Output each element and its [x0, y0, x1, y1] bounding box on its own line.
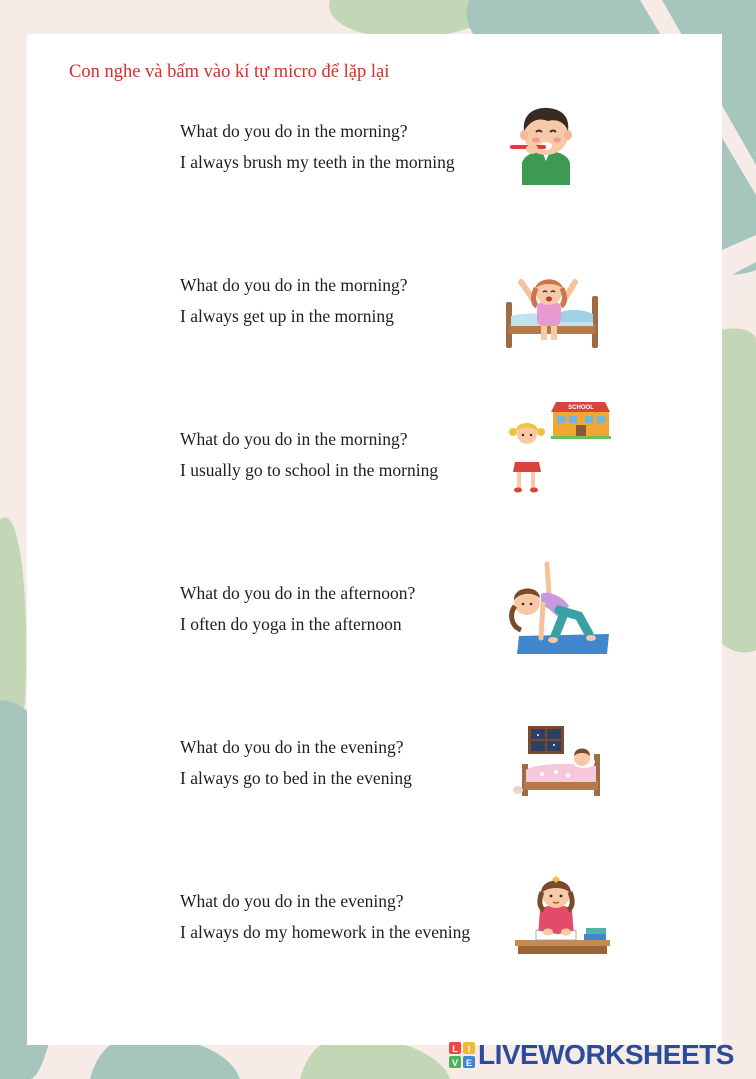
list-item — [0, 583, 756, 693]
school-building-icon — [551, 402, 611, 439]
answer-text: I always go to bed in the evening — [180, 768, 412, 788]
liveworksheets-logo — [449, 1040, 734, 1070]
question-text: What do you do in the evening? — [180, 737, 404, 757]
list-item — [0, 737, 756, 847]
svg-text:I: I — [467, 1044, 471, 1054]
question-text: What do you do in the afternoon? — [180, 583, 416, 603]
question-text: What do you do in the morning? — [180, 275, 408, 295]
girl-doing-homework-image — [514, 874, 612, 956]
list-item — [0, 429, 756, 539]
answer-text: I often do yoga in the afternoon — [180, 614, 402, 634]
svg-text:E: E — [465, 1058, 473, 1068]
list-item — [0, 891, 756, 1001]
girl-doing-yoga-image — [503, 560, 613, 658]
boy-brushing-teeth-image — [508, 105, 584, 185]
answer-text: I always do my homework in the evening — [180, 922, 471, 942]
child-sleeping-in-bed-image — [512, 724, 604, 800]
svg-text:V: V — [451, 1058, 459, 1068]
brand-name: LIVEWORKSHEETS — [478, 1039, 734, 1070]
instruction-text: Con nghe và bấm vào kí tự micro để lặp lại — [69, 62, 390, 82]
girl-walking-to-school-image — [505, 400, 613, 494]
answer-text: I always get up in the morning — [180, 306, 394, 326]
list-item — [0, 275, 756, 385]
answer-text: I always brush my teeth in the morning — [180, 152, 455, 172]
girl-waking-up-in-bed-image — [505, 272, 599, 348]
liveworksheets-mark-icon — [449, 1042, 475, 1068]
list-item — [0, 121, 756, 231]
question-text: What do you do in the morning? — [180, 429, 408, 449]
school-sign-text: SCHOOL — [568, 405, 594, 411]
svg-text:L: L — [452, 1044, 458, 1054]
question-text: What do you do in the morning? — [180, 121, 408, 141]
answer-text: I usually go to school in the morning — [180, 460, 439, 480]
question-text: What do you do in the evening? — [180, 891, 404, 911]
